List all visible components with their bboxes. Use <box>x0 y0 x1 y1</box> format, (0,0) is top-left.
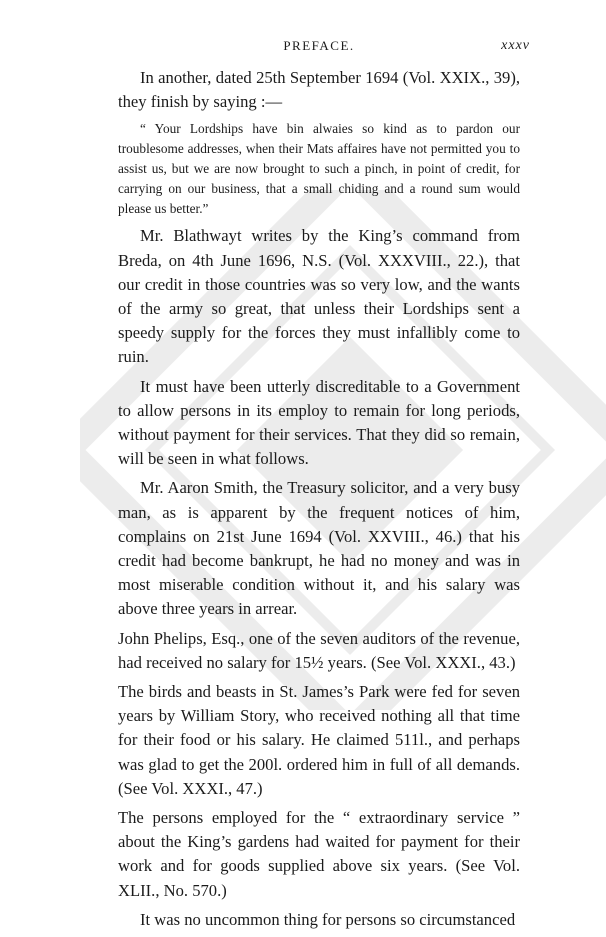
paragraph-discreditable: It must have been utterly discreditable to a Government to allow persons in its employ to remain for long periods, without payment for their services. That they did so remain, will be seen in what follows. <box>118 376 520 469</box>
page-header <box>118 38 530 56</box>
running-title: PREFACE. <box>283 38 355 53</box>
paragraph-blathwayt: Mr. Blathwayt writes by the King’s command from Breda, on 4th June 1696, N.S. (Vol. XXXVIII., 22.), that our credit in those countries was so very low, and the wants of the army so great, that unless their Lordships sent a speedy supply for the forces they must infallibly come to ruin. <box>118 226 520 367</box>
paragraph-birds-and-beasts: The birds and beasts in St. James’s Park were fed for seven years by William Story, who received nothing all that time for their food or his salary. He claimed 511l., and perhaps was glad to get the 200l. ordered him in full of all demands. (See Vol. XXXI., 47.) <box>118 682 520 798</box>
page-number: xxxv <box>501 38 530 53</box>
paragraph-another-dated: In another, dated 25th September 1694 (Vol. XXIX., 39), they finish by saying :— <box>118 68 520 112</box>
paragraph-uncommon-thing: It was no uncommon thing for persons so circumstanced <box>140 909 516 929</box>
paragraph-aaron-smith: Mr. Aaron Smith, the Treasury solicitor, and a very busy man, as is apparent by the frequent notices of him, complains on 21st June 1694 (Vol. XXVIII., 46.) that his credit had become bankrupt, he had no money and was in most miserable condition without it, and his salary was above three years in arrear. <box>118 478 520 619</box>
paragraph-john-phelips: John Phelips, Esq., one of the seven auditors of the revenue, had received no salary for 15½ years. (See Vol. XXXI., 43.) <box>118 628 520 672</box>
block-quote: “ Your Lordships have bin alwaies so kind as to pardon our troublesome addresses, when their Mats affaires have not permitted you to assist us, but we are now brought to such a pinch, in point of credit, for carrying on our business, that a small chiding and a round sum would please us better.” <box>118 121 520 217</box>
page-body <box>118 66 520 937</box>
paragraph-kings-gardens: The persons employed for the “ extraordinary service ” about the King’s gardens had waited for payment for their work and for goods supplied above six years. (See Vol. XLII., No. 570.) <box>118 808 520 900</box>
